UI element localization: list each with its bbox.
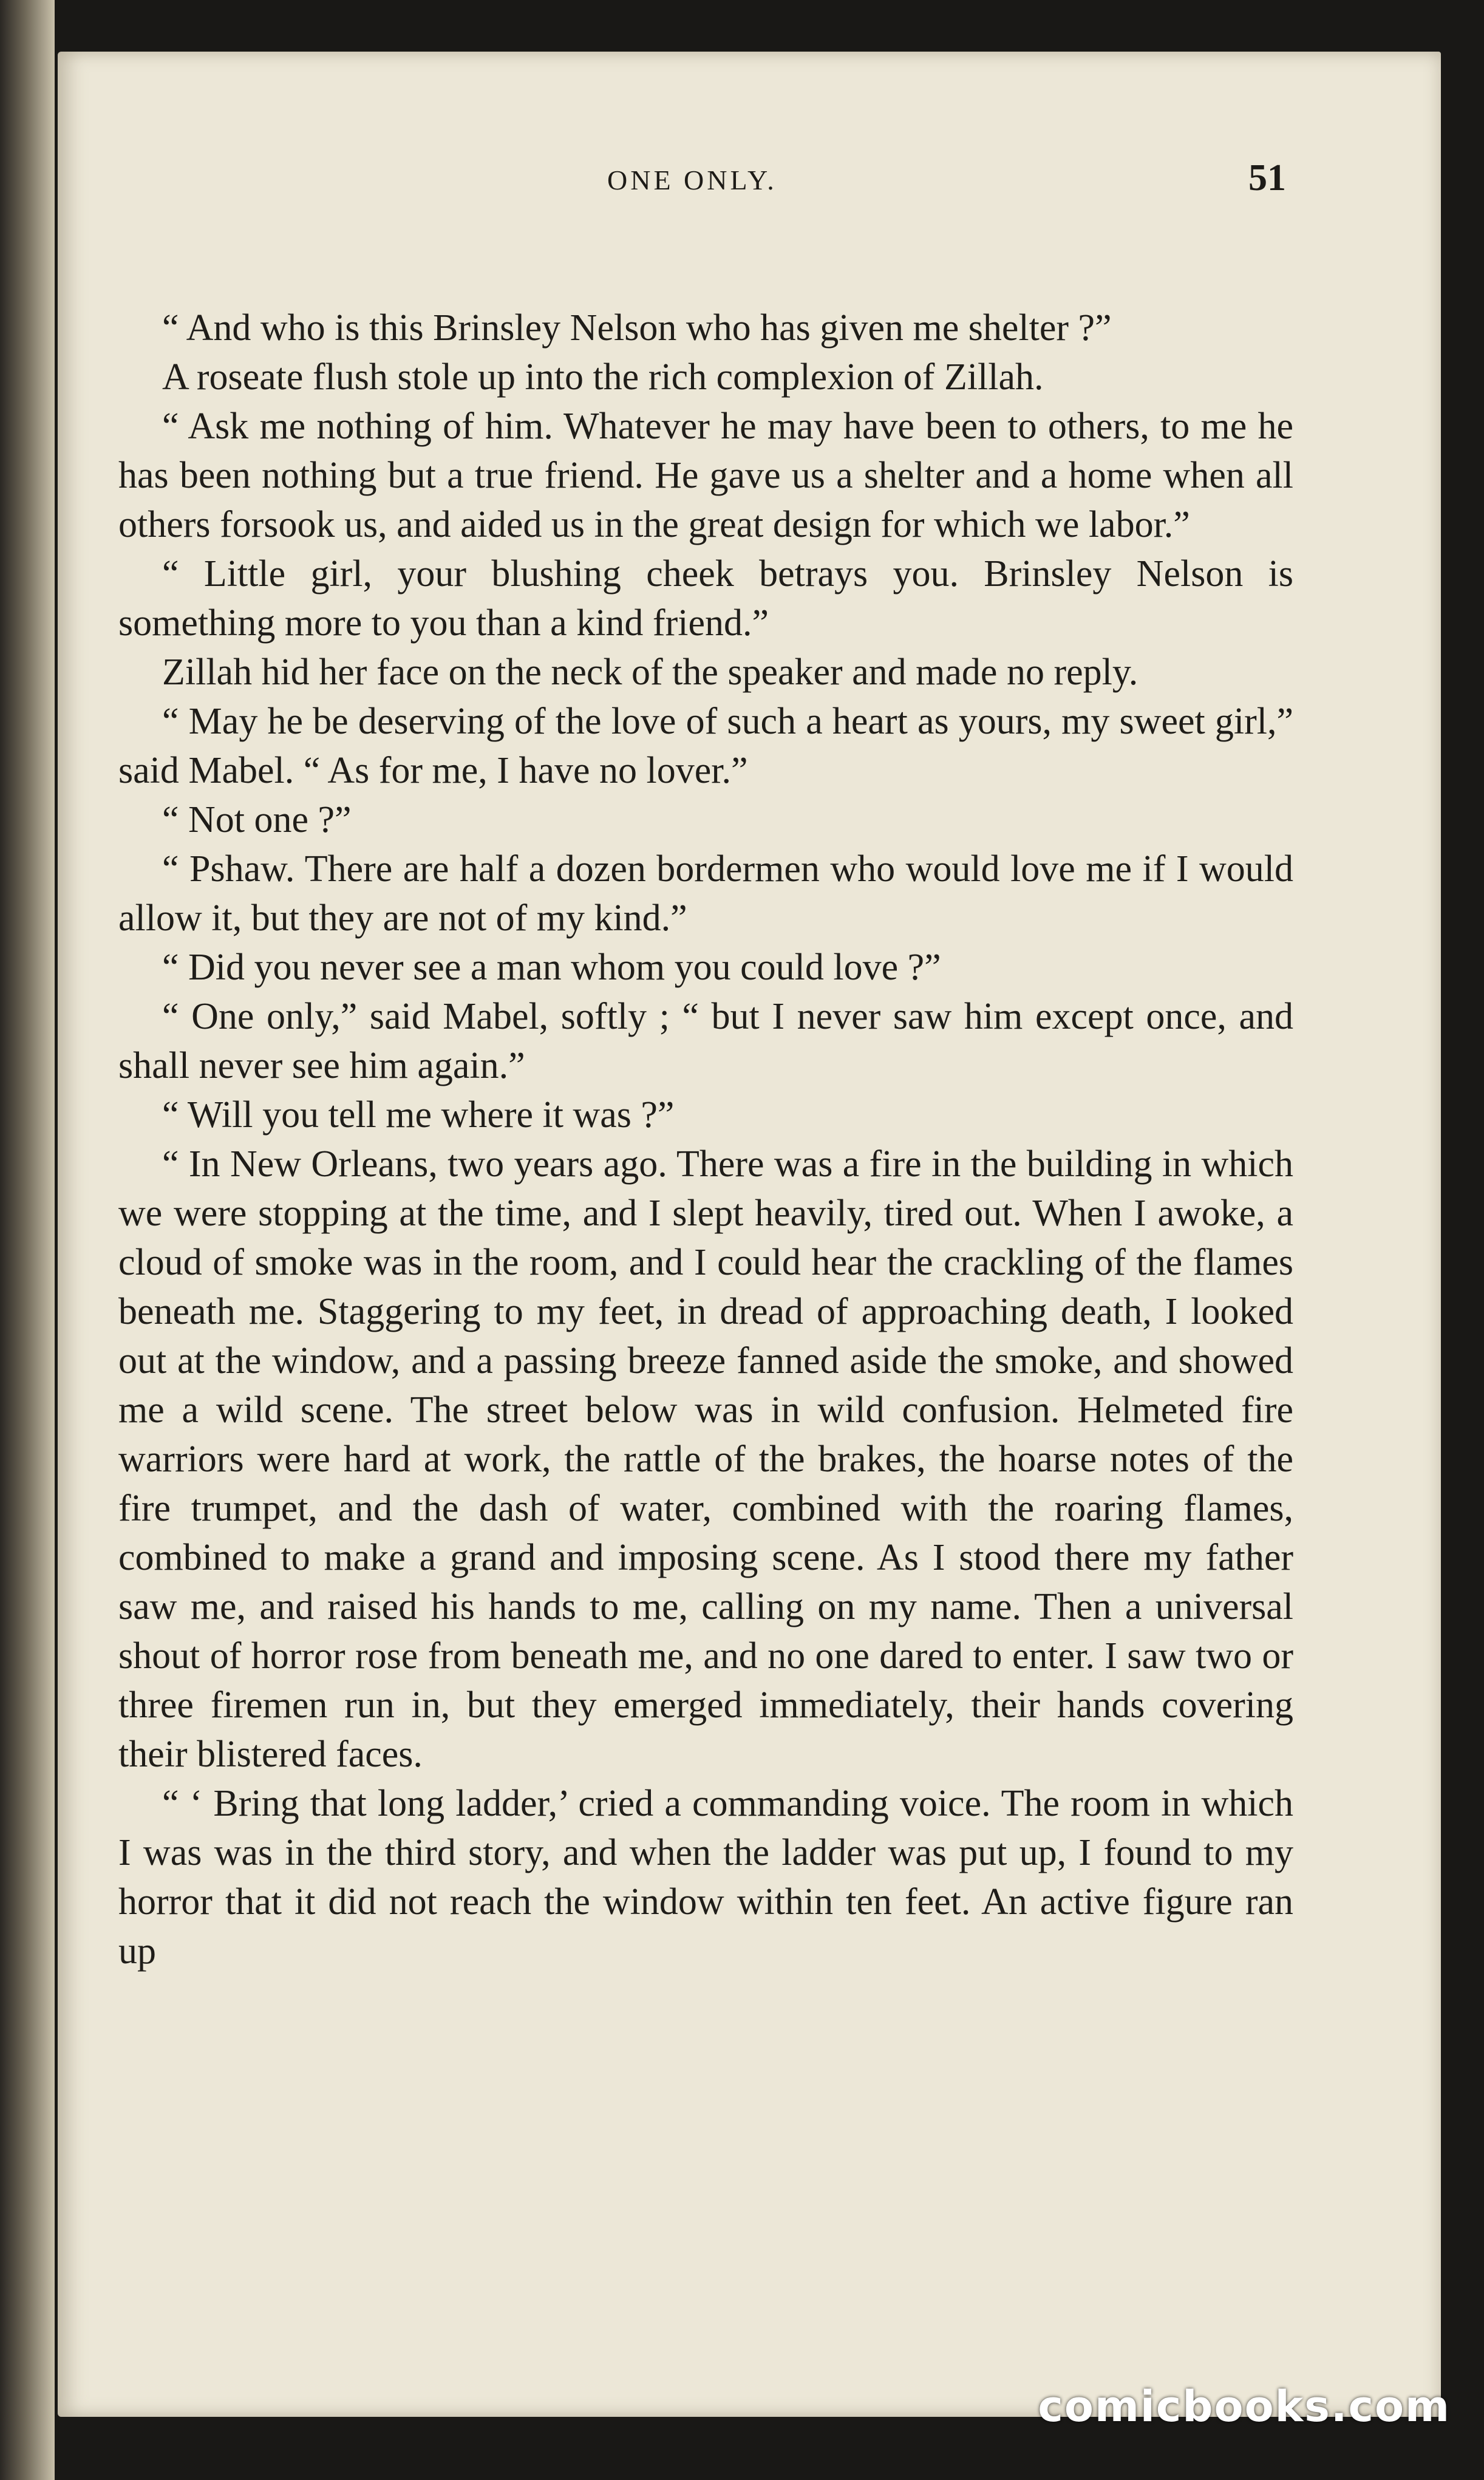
paragraph: “ Will you tell me where it was ?” xyxy=(162,1094,675,1136)
running-title: ONE ONLY. xyxy=(607,165,777,196)
paragraph: “ Pshaw. There are half a dozen bordermen who would love me if I would allow it, but they are not of my kind.” xyxy=(118,848,1293,939)
book-page xyxy=(58,52,1441,2417)
paragraph: “ One only,” said Mabel, softly ; “ but I never saw him except once, and shall never see him again.” xyxy=(118,996,1293,1086)
paragraph: “ In New Orleans, two years ago. There was a fire in the building in which we were stopping at the time, and I slept heavily, tired out. When I awoke, a cloud of smoke was in the room, and I could hear the crackling of the flames beneath me. Staggering to my feet, in dread of approaching death, I looked out at the window, and a passing breeze fanned aside the smoke, and showed me a wild scene. The street below was in wild confusion. Helmeted fire warriors were hard at work, the rattle of the brakes, the hoarse notes of the fire trumpet, and the dash of water, combined with the roaring flames, combined to make a grand and imposing scene. As I stood there my father saw me, and raised his hands to me, calling on my name. Then a universal shout of horror rose from beneath me, and no one dared to enter. I saw two or three firemen run in, but they emerged immediately, their hands covering their blistered faces. xyxy=(118,1143,1293,1775)
paragraph: “ May he be deserving of the love of such a heart as yours, my sweet girl,” said Mabel. “ As for me, I have no lover.” xyxy=(118,701,1293,791)
body-text xyxy=(118,304,1293,1976)
paragraph: “ Not one ?” xyxy=(162,799,352,840)
paragraph: “ ‘ Bring that long ladder,’ cried a commanding voice. The room in which I was was in the third story, and when the ladder was put up, I found to my horror that it did not reach the window within ten feet. An active figure ran up xyxy=(118,1783,1293,1972)
watermark: comicbooks.com xyxy=(1038,2382,1451,2431)
paragraph: A roseate flush stole up into the rich complexion of Zillah. xyxy=(162,356,1044,398)
paragraph: “ Did you never see a man whom you could love ?” xyxy=(162,947,941,988)
page-number: 51 xyxy=(1248,157,1286,199)
paragraph: Zillah hid her face on the neck of the speaker and made no reply. xyxy=(162,652,1139,693)
paragraph: “ Ask me nothing of him. Whatever he may have been to others, to me he has been nothing but a true friend. He gave us a shelter and a home when all others forsook us, and aided us in the great design for which we labor.” xyxy=(118,406,1293,545)
book-binding-edge xyxy=(0,0,55,2480)
paragraph: “ And who is this Brinsley Nelson who has given me shelter ?” xyxy=(162,307,1112,349)
paragraph: “ Little girl, your blushing cheek betrays you. Brinsley Nelson is something more to you than a kind friend.” xyxy=(118,553,1293,644)
page-header xyxy=(58,157,1441,213)
